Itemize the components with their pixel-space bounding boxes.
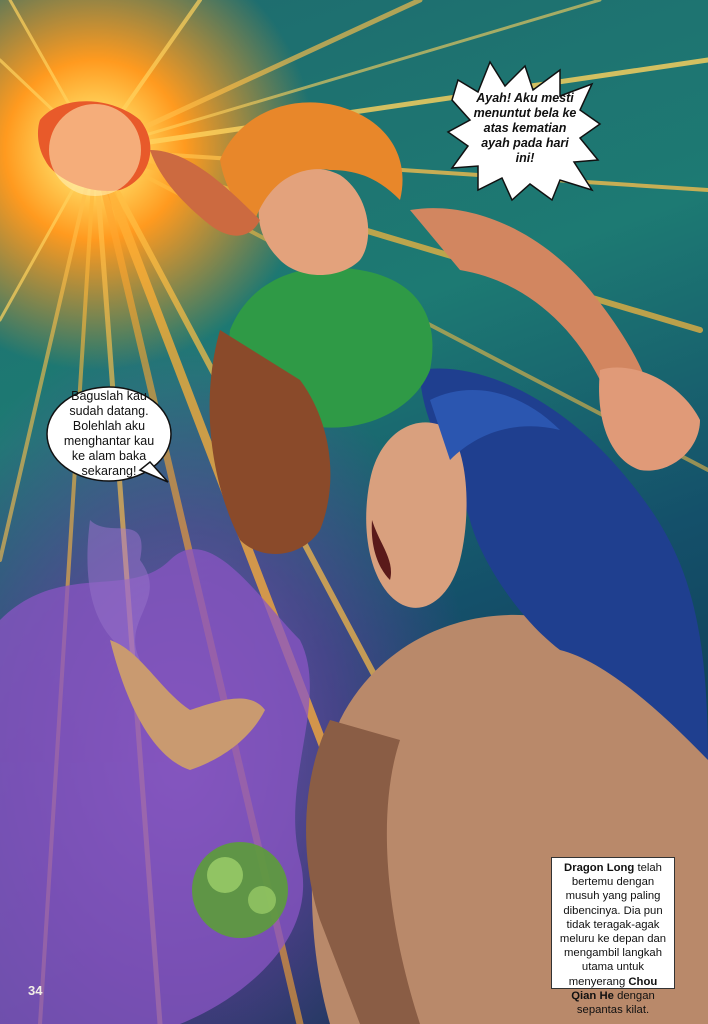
speech-bubble-hero [452,70,598,186]
speech-text-hero: Ayah! Aku mesti menuntut bela ke atas kematian ayah pada hari ini! [473,90,577,165]
speech-bubble-villain [48,388,170,480]
caption-name-chou-qian-he: Chou Qian He [571,975,658,1002]
page-number: 34 [28,983,43,998]
fist-glow [49,104,141,196]
speech-text-villain: Baguslah kau sudah datang. Bolehlah aku menghantar kau ke alam baka sekarang! [63,389,155,478]
caption-name-dragon-long: Dragon Long [564,862,635,874]
caption-text-2: dengan sepantas kilat. [576,989,655,1017]
caption-text-1: telah bertemu dengan musuh yang paling dibencinya. Dia pun tidak teragak-agak meluru ke depan dan mengambil langkah utama untuk menyerang [559,862,667,988]
narration-caption [551,857,675,1017]
